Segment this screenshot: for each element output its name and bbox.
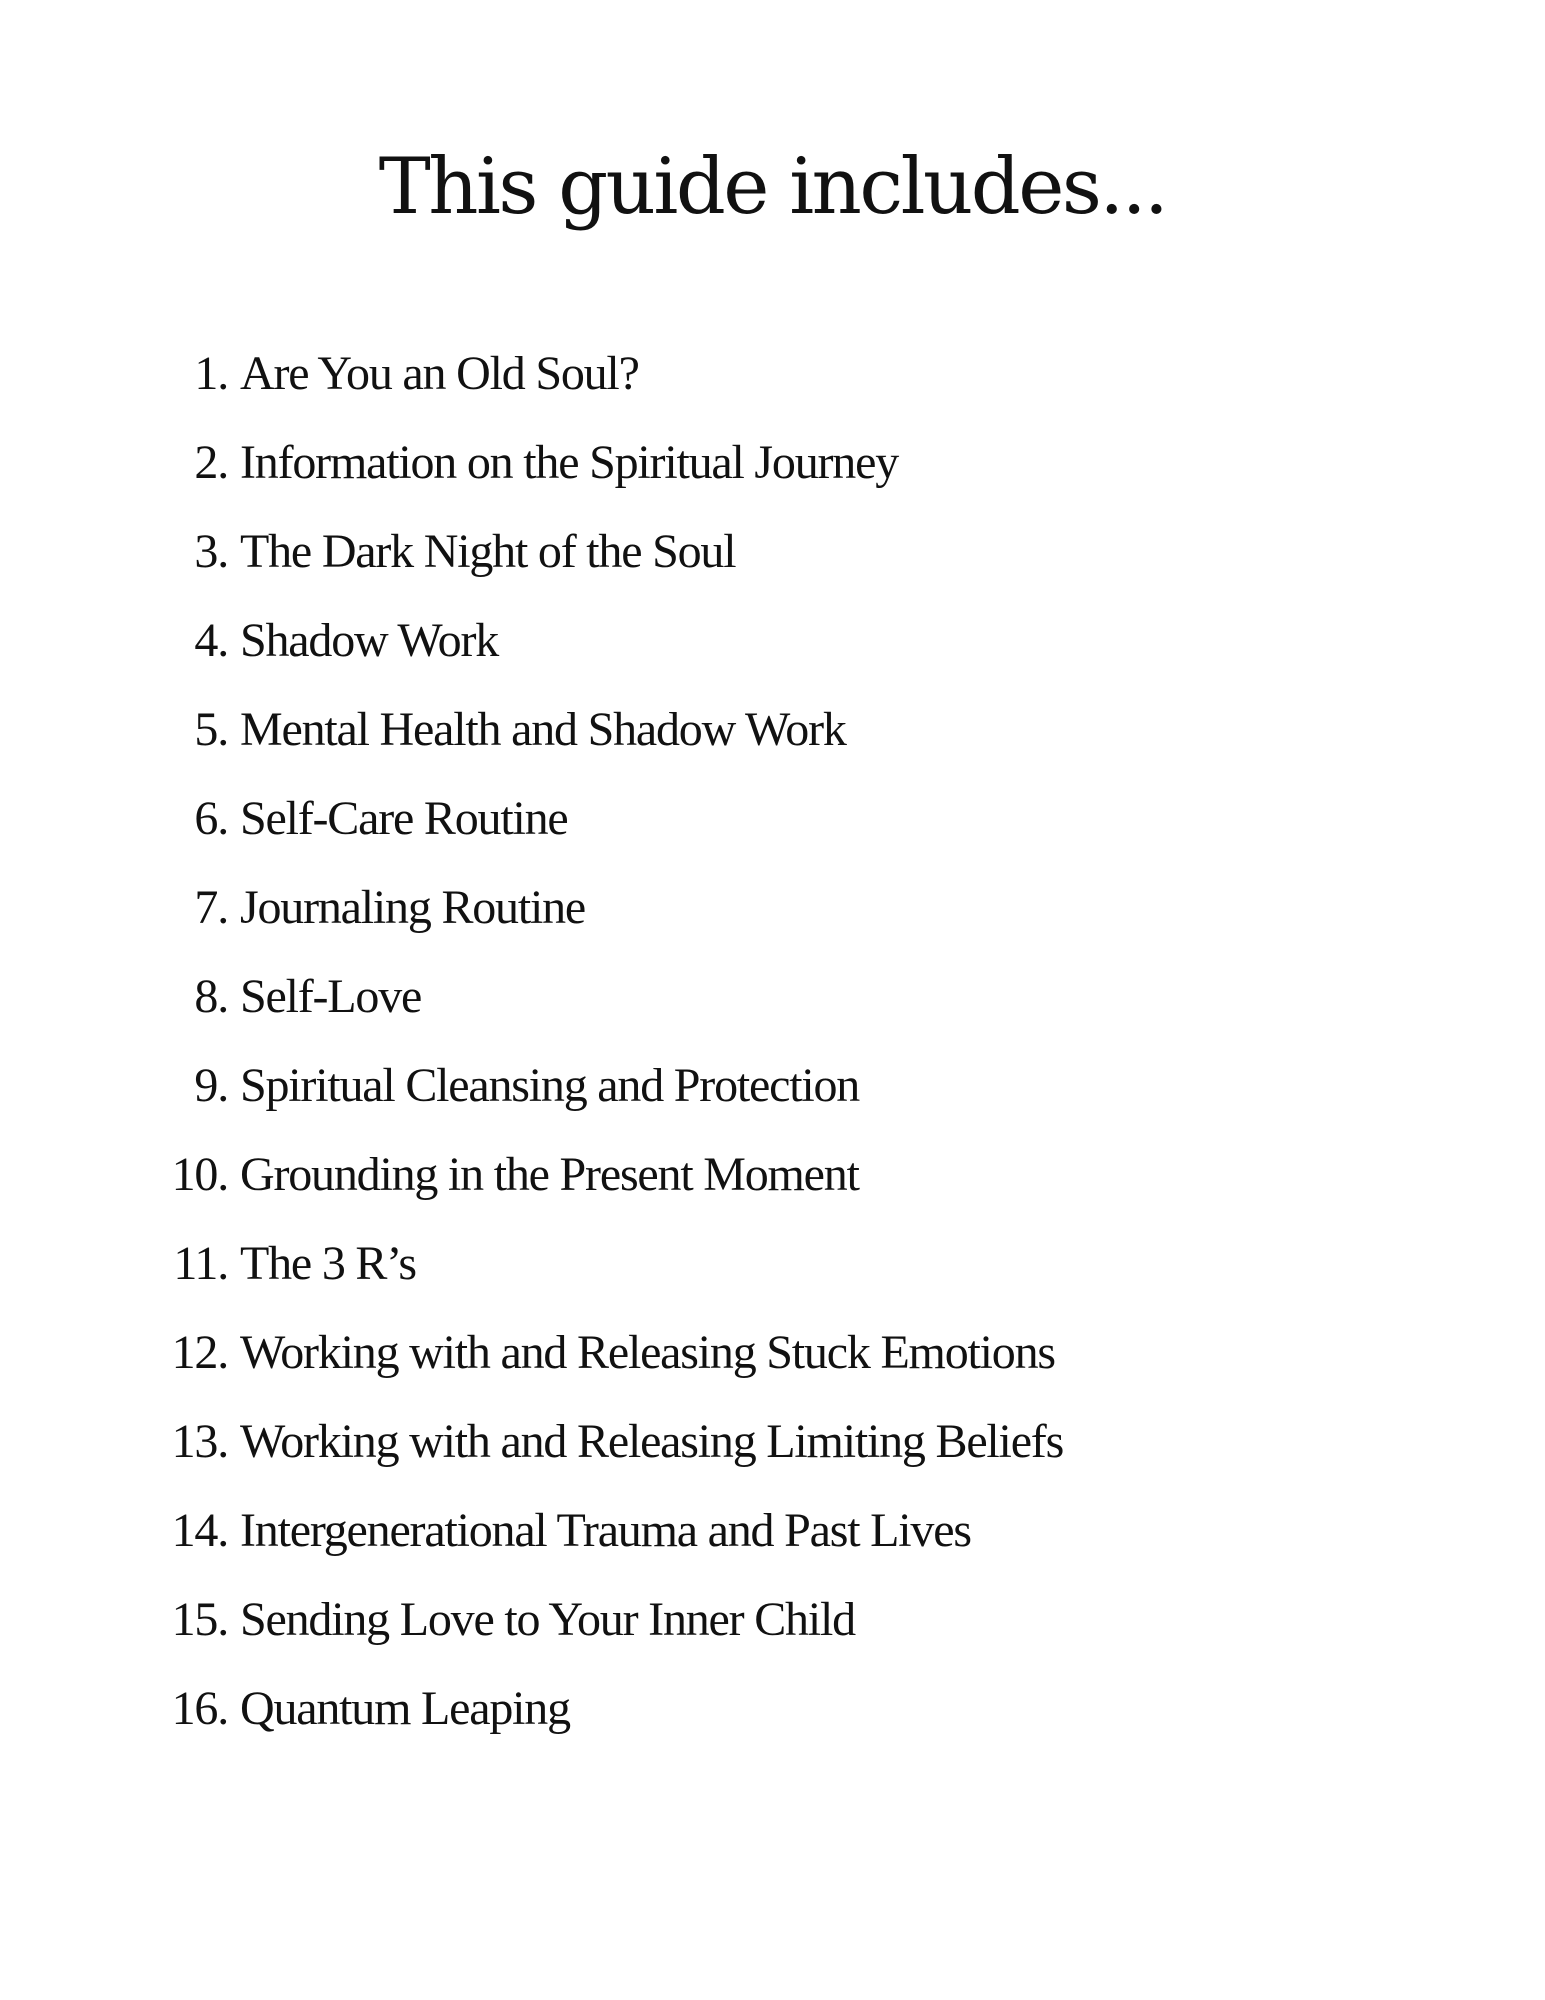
item-number: 5. <box>194 703 228 756</box>
item-number: 8. <box>194 970 228 1023</box>
list-item <box>0 1412 1545 1501</box>
list-item <box>0 1501 1545 1590</box>
list-item <box>0 522 1545 611</box>
item-number: 16. <box>171 1682 228 1735</box>
item-number: 6. <box>194 792 228 845</box>
item-label: Information on the Spiritual Journey <box>240 436 899 489</box>
item-label: Are You an Old Soul? <box>240 347 639 400</box>
item-number: 9. <box>194 1059 228 1112</box>
list-item <box>0 878 1545 967</box>
list-item <box>0 1679 1545 1768</box>
item-label: The 3 R’s <box>240 1237 416 1290</box>
list-item <box>0 1056 1545 1145</box>
list-item <box>0 789 1545 878</box>
page-title: This guide includes... <box>378 142 1167 232</box>
item-label: Intergenerational Trauma and Past Lives <box>240 1504 971 1557</box>
item-number: 1. <box>194 347 228 400</box>
contents-list <box>0 344 1545 1768</box>
item-number: 15. <box>171 1593 228 1646</box>
item-label: Self-Love <box>240 970 422 1023</box>
list-item <box>0 1590 1545 1679</box>
item-label: Sending Love to Your Inner Child <box>240 1593 855 1646</box>
list-item <box>0 967 1545 1056</box>
item-label: Mental Health and Shadow Work <box>240 703 846 756</box>
item-number: 2. <box>194 436 228 489</box>
item-label: Working with and Releasing Limiting Beliefs <box>240 1415 1064 1468</box>
list-item <box>0 433 1545 522</box>
item-label: The Dark Night of the Soul <box>240 525 736 578</box>
item-label: Working with and Releasing Stuck Emotions <box>240 1326 1055 1379</box>
item-number: 7. <box>194 881 228 934</box>
item-label: Self-Care Routine <box>240 792 568 845</box>
list-item <box>0 344 1545 433</box>
item-number: 4. <box>194 614 228 667</box>
item-label: Shadow Work <box>240 614 499 667</box>
item-number: 13. <box>171 1415 228 1468</box>
list-item <box>0 1234 1545 1323</box>
item-label: Spiritual Cleansing and Protection <box>240 1059 860 1112</box>
item-label: Quantum Leaping <box>240 1682 570 1735</box>
item-number: 10. <box>171 1148 228 1201</box>
item-label: Journaling Routine <box>240 881 586 934</box>
item-label: Grounding in the Present Moment <box>240 1148 859 1201</box>
item-number: 14. <box>171 1504 228 1557</box>
item-number: 11. <box>173 1237 228 1290</box>
item-number: 12. <box>171 1326 228 1379</box>
list-item <box>0 700 1545 789</box>
item-number: 3. <box>194 525 228 578</box>
list-item <box>0 1323 1545 1412</box>
list-item <box>0 1145 1545 1234</box>
list-item <box>0 611 1545 700</box>
